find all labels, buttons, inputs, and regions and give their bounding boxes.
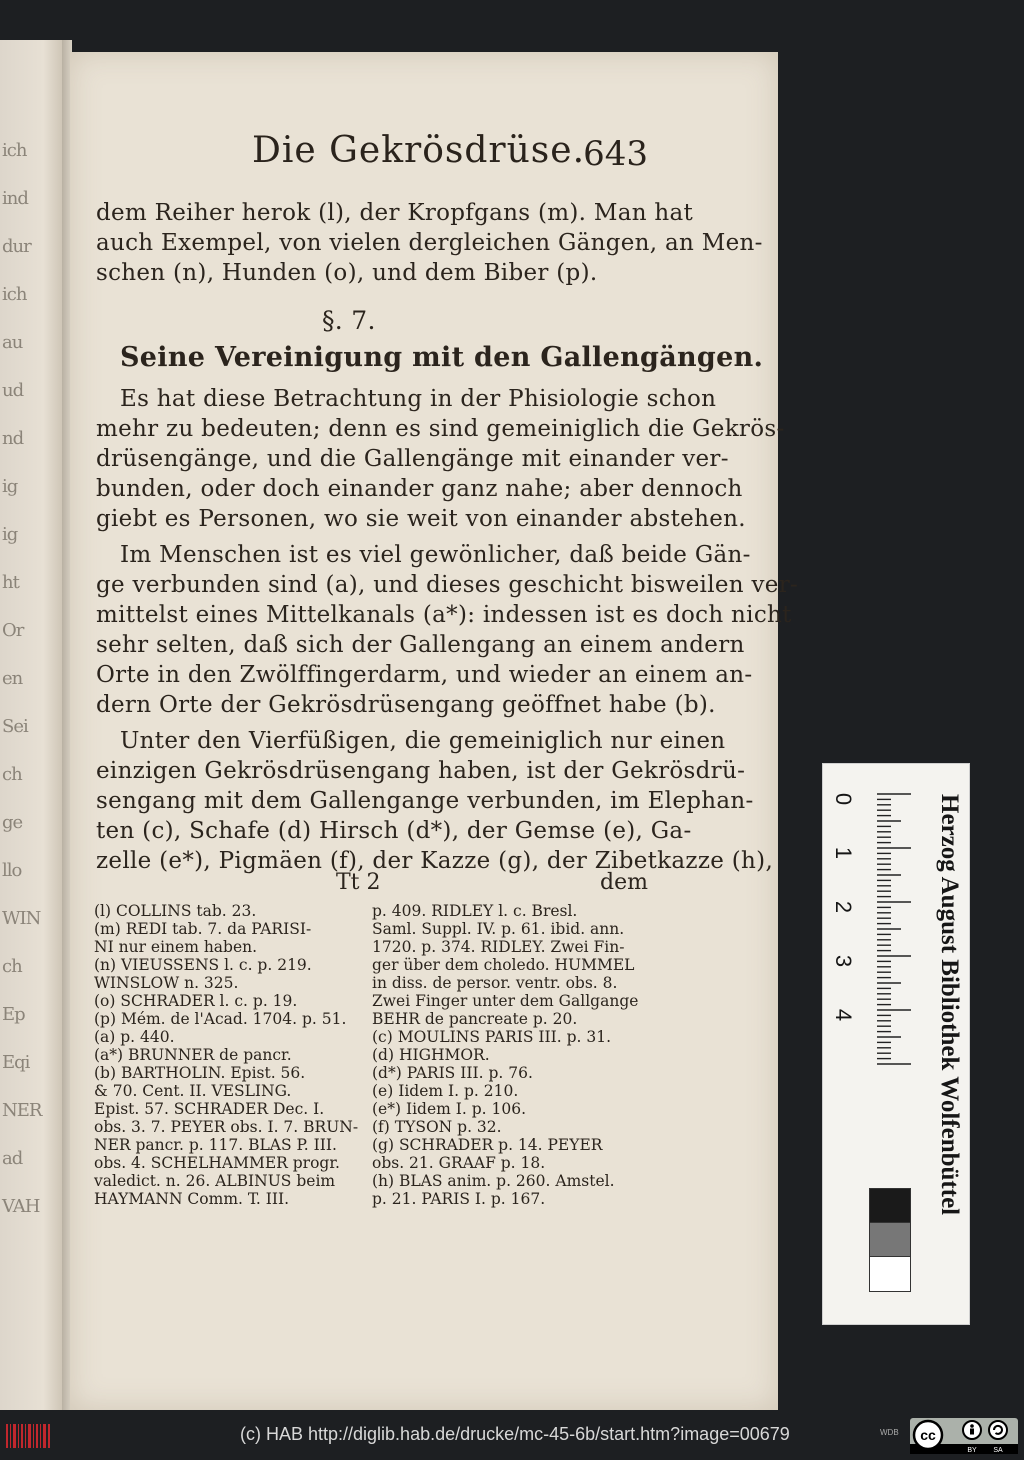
footnote-line: NI nur einem haben. [94,938,258,956]
svg-text:BY: BY [967,1447,977,1454]
text-line: mehr zu bedeuten; denn es sind gemeiniglich die Gekrös- [96,416,785,442]
ruler-scale [869,786,919,1086]
running-title: Die Gekrösdrüse. [252,130,586,171]
footnote-line: ger über dem choledo. HUMMEL [372,956,635,974]
footnote-line: Epist. 57. SCHRADER Dec. I. [94,1100,325,1118]
text-line: zelle (e*), Pigmäen (f), der Kazze (g), der Zibetkazze (h), [96,848,774,874]
catchword: dem [600,870,648,895]
footnote-line: (m) REDI tab. 7. da PARISI- [94,920,312,938]
facing-page-fragment: ad [2,1148,23,1169]
facing-page-fragment: ge [2,812,23,833]
footnote-line: (d) HIGHMOR. [372,1046,490,1064]
text-line: sehr selten, daß sich der Gallengang an einem andern [96,632,745,658]
ruler-number: 2 [831,900,857,914]
facing-page-fragment: ud [2,380,24,401]
text-line: ge verbunden sind (a), und dieses geschicht bisweilen ver- [96,572,799,598]
text-line: sengang mit dem Gallengange verbunden, im Elephan- [96,788,754,814]
facing-page-fragment: llo [2,860,22,881]
footnote-line: obs. 3. 7. PEYER obs. I. 7. BRUN- [94,1118,359,1136]
facing-page-fragment: ch [2,764,22,785]
text-line: mittelst eines Mittelkanals (a*): indessen ist es doch nicht [96,602,792,628]
gray-swatch-white [869,1256,911,1292]
gray-swatch-black [869,1188,911,1224]
facing-page-fragment: VAH [2,1196,40,1217]
text-line: auch Exempel, von vielen dergleichen Gängen, an Men- [96,230,763,256]
text-line: bunden, oder doch einander ganz nahe; aber dennoch [96,476,743,502]
wdb-label: WDB [880,1428,899,1437]
viewer-footer [0,1410,1024,1460]
facing-page-fragment: WIN [2,908,41,929]
copyright-link[interactable]: (c) HAB http://diglib.hab.de/drucke/mc-45-6b/start.htm?image=00679 [240,1424,790,1444]
footnote-line: (a) p. 440. [94,1028,175,1046]
footnote-line: valedict. n. 26. ALBINUS beim [94,1172,336,1190]
footnote-line: (l) COLLINS tab. 23. [94,902,257,920]
text-line: drüsengänge, und die Gallengänge mit einander ver- [96,446,729,472]
footnote-line: & 70. Cent. II. VESLING. [94,1082,292,1100]
footnote-line: Saml. Suppl. IV. p. 61. ibid. ann. [372,920,625,938]
facing-page-fragment: Or [2,620,24,641]
ruler-number: 1 [831,846,857,860]
footnote-line: Zwei Finger unter dem Gallgange [372,992,639,1010]
facing-page-edge [0,40,62,1410]
facing-page-fragment: ht [2,572,19,593]
facing-page-fragment: dur [2,236,31,257]
facing-page-fragment: en [2,668,23,689]
text-line: giebt es Personen, wo sie weit von einander abstehen. [96,506,746,532]
footnote-line: 1720. p. 374. RIDLEY. Zwei Fin- [372,938,625,956]
text-line: Es hat diese Betrachtung in der Phisiologie schon [120,386,717,412]
footnote-line: obs. 21. GRAAF p. 18. [372,1154,546,1172]
ruler-number: 4 [831,1008,857,1022]
text-line: Orte in den Zwölffingerdarm, und wieder an einem an- [96,662,753,688]
page-header [96,126,656,182]
ruler-number: 0 [831,792,857,806]
text-line: schen (n), Hunden (o), und dem Biber (p). [96,260,598,286]
text-line: dern Orte der Gekrösdrüsengang geöffnet habe (b). [96,692,716,718]
text-line: einzigen Gekrösdrüsengang haben, ist der Gekrösdrü- [96,758,746,784]
footnote-line: (e*) Iidem I. p. 106. [372,1100,527,1118]
footnote-line: p. 21. PARIS I. p. 167. [372,1190,546,1208]
footnote-line: WINSLOW n. 325. [94,974,239,992]
footnote-line: p. 409. RIDLEY l. c. Bresl. [372,902,578,920]
footnote-line: (g) SCHRADER p. 14. PEYER [372,1136,603,1154]
footnote-line: (b) BARTHOLIN. Epist. 56. [94,1064,306,1082]
section-number: §. 7. [322,306,376,335]
svg-text:SA: SA [993,1447,1003,1454]
footnote-line: (p) Mém. de l'Acad. 1704. p. 51. [94,1010,347,1028]
footnote-line: (a*) BRUNNER de pancr. [94,1046,292,1064]
facing-page-fragment: ich [2,284,27,305]
footnote-line: (f) TYSON p. 32. [372,1118,502,1136]
footnote-line: (e) Iidem I. p. 210. [372,1082,519,1100]
signature-mark: Tt 2 [336,870,381,895]
facing-page-fragment: Sei [2,716,28,737]
cc-license-icon[interactable] [910,1418,1018,1454]
footnote-line: BEHR de pancreate p. 20. [372,1010,578,1028]
color-scale-card [822,763,970,1325]
text-line: Im Menschen ist es viel gewönlicher, daß beide Gän- [120,542,751,568]
footnote-line: (n) VIEUSSENS l. c. p. 219. [94,956,312,974]
page-number: 643 [583,134,648,174]
facing-page-fragment: au [2,332,23,353]
footnote-line: (h) BLAS anim. p. 260. Amstel. [372,1172,615,1190]
facing-page-fragment: ig [2,476,18,497]
footnote-line: in diss. de persor. ventr. obs. 8. [372,974,618,992]
facing-page-fragment: ch [2,956,22,977]
facing-page-fragment: Ep [2,1004,25,1025]
barcode-icon [6,1424,50,1448]
svg-text:cc: cc [920,1427,936,1443]
facing-page-fragment: ich [2,140,27,161]
text-line: Unter den Vierfüßigen, die gemeiniglich nur einen [120,728,726,754]
facing-page-fragment: ig [2,524,18,545]
footnote-line: (c) MOULINS PARIS III. p. 31. [372,1028,612,1046]
ruler-number: 3 [831,954,857,968]
facing-page-fragment: Eqi [2,1052,30,1073]
facing-page-fragment: nd [2,428,24,449]
facing-page-fragment: NER [2,1100,42,1121]
facing-page-fragment: ind [2,188,28,209]
library-name: Herzog August Bibliothek Wolfenbüttel [936,794,963,1216]
footnote-line: NER pancr. p. 117. BLAS P. III. [94,1136,337,1154]
text-line: dem Reiher herok (l), der Kropfgans (m). Man hat [96,200,694,226]
section-title: Seine Vereinigung mit den Gallengängen. [120,342,764,373]
gray-swatch-gray [869,1222,911,1258]
footnote-line: HAYMANN Comm. T. III. [94,1190,290,1208]
footnote-line: (d*) PARIS III. p. 76. [372,1064,533,1082]
footnote-line: obs. 4. SCHELHAMMER progr. [94,1154,340,1172]
text-line: ten (c), Schafe (d) Hirsch (d*), der Gemse (e), Ga- [96,818,692,844]
footnote-line: (o) SCHRADER l. c. p. 19. [94,992,298,1010]
